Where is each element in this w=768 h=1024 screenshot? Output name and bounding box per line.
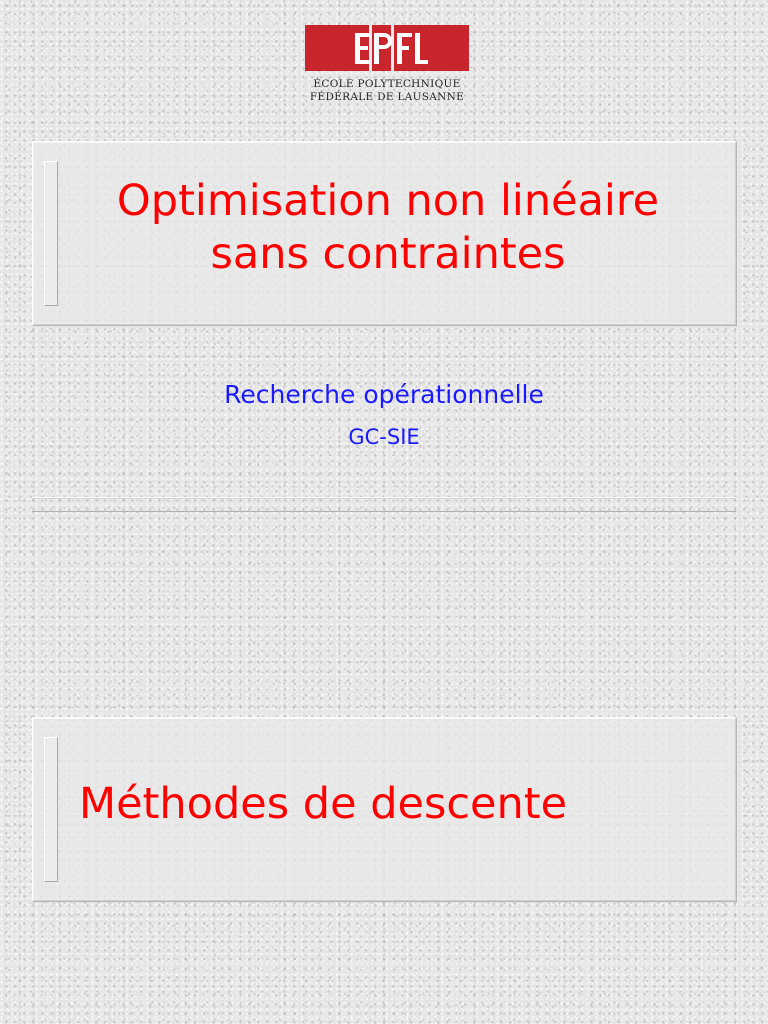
section-divider — [32, 497, 736, 512]
page-title-line-1: Optimisation non linéaire — [116, 176, 660, 226]
epfl-logo — [305, 25, 469, 107]
logo-line-2: FÉDÉRALE DE LAUSANNE — [309, 91, 465, 103]
epfl-logo-mark — [305, 25, 469, 71]
title-panel — [32, 141, 737, 326]
logo-line-1: ÉCOLE POLYTECHNIQUE — [313, 78, 461, 90]
section-panel-accent-bar — [44, 737, 58, 882]
section-panel — [32, 717, 737, 902]
title-panel-accent-bar — [44, 161, 58, 306]
course-name: Recherche opérationnelle — [224, 380, 544, 409]
course-section: GC-SIE — [348, 425, 420, 449]
section-heading: Méthodes de descente — [79, 779, 568, 829]
epfl-wordmark-graphic — [305, 25, 469, 71]
page-title-line-2: sans contraintes — [210, 229, 566, 279]
page-title — [73, 175, 703, 281]
